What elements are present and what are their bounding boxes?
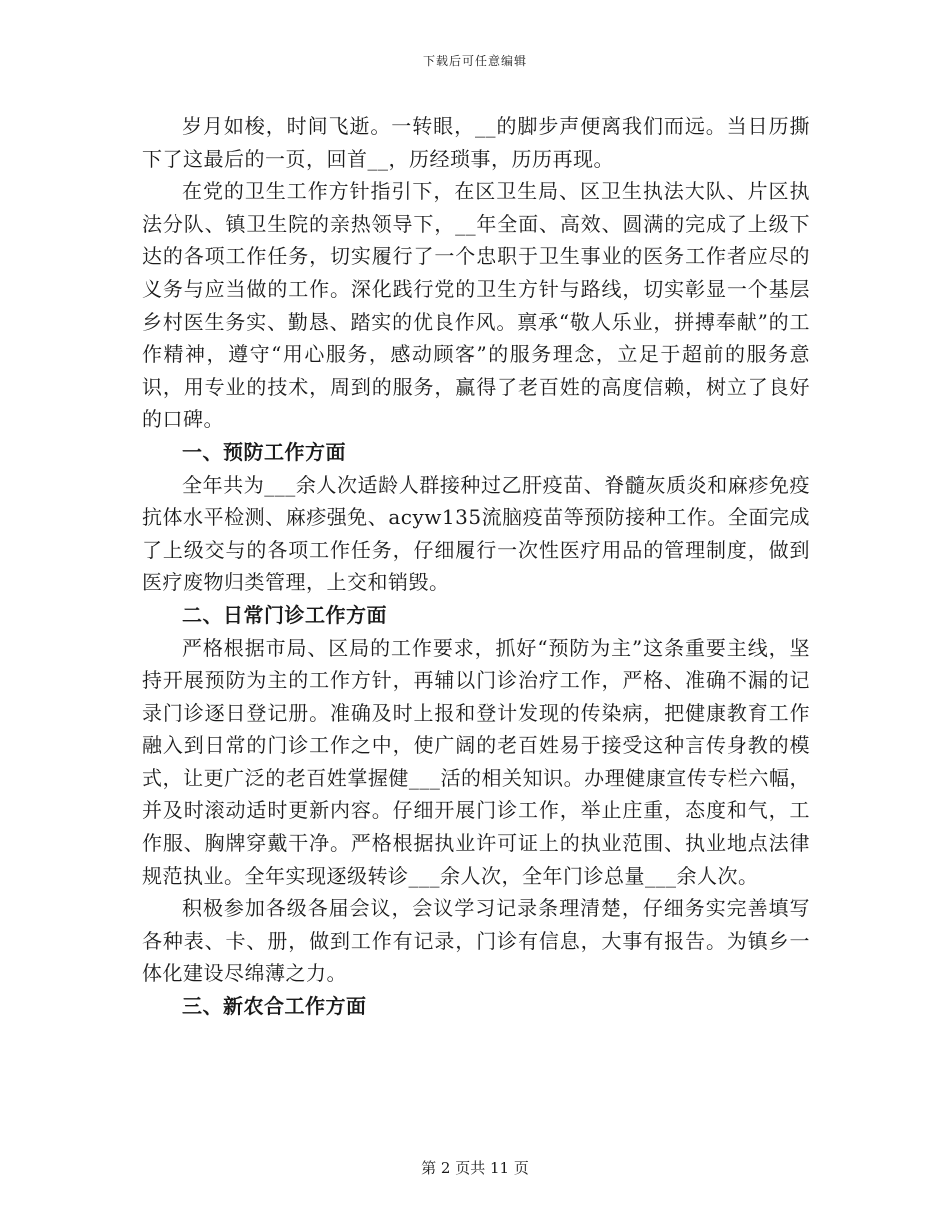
paragraph-prevention: 全年共为___余人次适龄人群接种过乙肝疫苗、脊髓灰质炎和麻疹免疫抗体水平检测、麻疹强免、acyw135流脑疫苗等预防接种工作。全面完成了上级交与的各项工作任务，仔细履行一次性医疗用品的管理制度，做到医疗废物归类管理，上交和销毁。 <box>142 472 810 595</box>
page-header: 下载后可任意编辑 <box>422 54 527 68</box>
paragraph-outpatient: 严格根据市局、区局的工作要求，抓好“预防为主”这条重要主线，坚持开展预防为主的工作方针，再辅以门诊治疗工作，严格、准确不漏的记录门诊逐日登记册。准确及时上报和登计发现的传染病，把健康教育工作融入到日常的门诊工作之中，使广阔的老百姓易于接受这种言传身教的模式，让更广泛的老百姓掌握健___活的相关知识。办理健康宣传专栏六幅，并及时滚动适时更新内容。仔细开展门诊工作，举止庄重，态度和气，工作服、胸牌穿戴干净。严格根据执业许可证上的执业范围、执业地点法律规范执业。全年实现逐级转诊___余人次，全年门诊总量___余人次。 <box>142 635 810 888</box>
section-heading-prevention: 一、预防工作方面 <box>182 439 346 464</box>
paragraph-meetings: 积极参加各级各届会议，会议学习记录条理清楚，仔细务实完善填写各种表、卡、册，做到工作有记录，门诊有信息，大事有报告。为镇乡一体化建设尽绵薄之力。 <box>142 896 810 986</box>
page-footer: 第 2 页共 11 页 <box>421 1159 529 1177</box>
paragraph-intro: 岁月如梭，时间飞逝。一转眼，__的脚步声便离我们而远。当日历撕下了这最后的一页，回首__，历经琐事，历历再现。 <box>142 114 810 171</box>
document-body <box>142 110 810 1023</box>
section-heading-cooperative-medical: 三、新农合工作方面 <box>182 994 367 1019</box>
section-heading-outpatient: 二、日常门诊工作方面 <box>182 602 387 627</box>
paragraph-overview: 在党的卫生工作方针指引下，在区卫生局、区卫生执法大队、片区执法分队、镇卫生院的亲热领导下，__年全面、高效、圆满的完成了上级下达的各项工作任务，切实履行了一个忠职于卫生事业的医务工作者应尽的义务与应当做的工作。深化践行党的卫生方针与路线，切实彰显一个基层乡村医生务实、勤恳、踏实的优良作风。禀承“敬人乐业，拼搏奉献”的工作精神，遵守“用心服务，感动顾客”的服务理念，立足于超前的服务意识，用专业的技术，周到的服务，赢得了老百姓的高度信赖，树立了良好的口碑。 <box>142 179 810 432</box>
